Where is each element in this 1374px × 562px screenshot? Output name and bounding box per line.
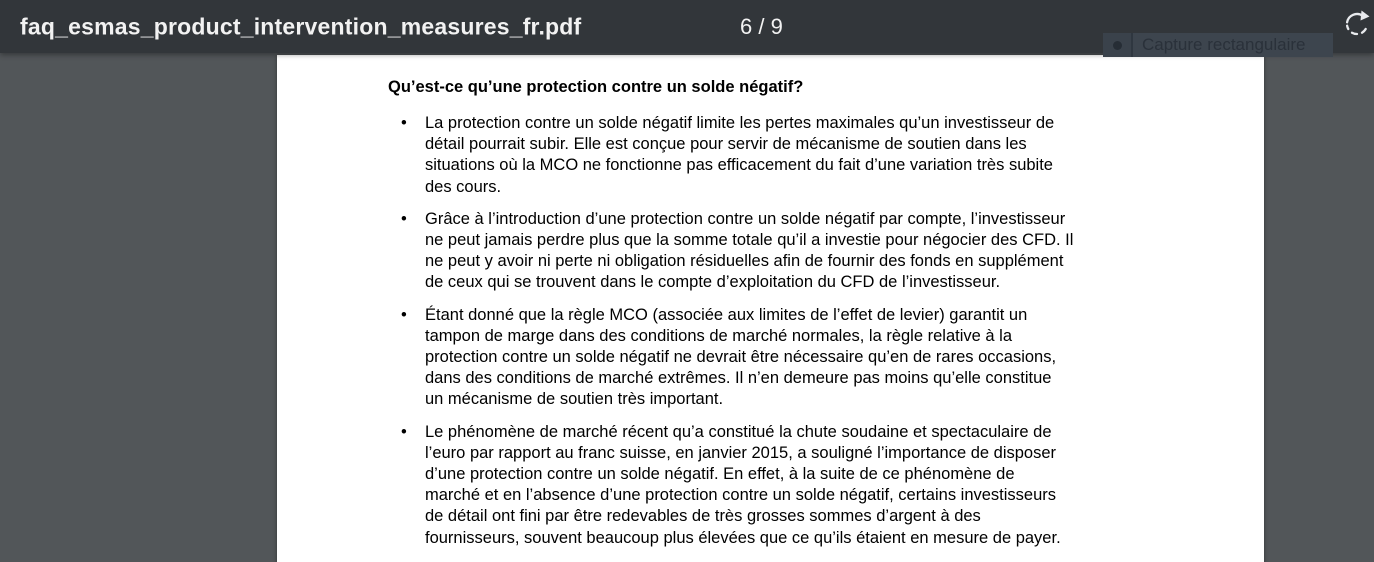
capture-tool-bar[interactable] xyxy=(1103,33,1333,57)
bullet-marker: • xyxy=(401,305,407,324)
pdf-page xyxy=(277,55,1264,562)
rotate-clockwise-icon xyxy=(1343,27,1371,42)
bullet-item xyxy=(388,305,1158,411)
bullet-line: ne peut jamais perdre plus que la somme totale qu’il a investie pour négocier des CFD. Il xyxy=(425,231,1074,250)
bullet-line: tampon de marge dans des conditions de marché normales, la règle relative à la xyxy=(425,326,1012,345)
capture-mode-button[interactable] xyxy=(1103,33,1133,57)
pdf-filename: faq_esmas_product_intervention_measures_fr.pdf xyxy=(20,13,582,39)
bullet-item xyxy=(388,422,1158,549)
bullet-line: des cours. xyxy=(425,177,502,196)
document-content xyxy=(388,77,1158,560)
bullet-line: situations où la MCO ne fonctionne pas efficacement du fait d’une variation très subite xyxy=(425,156,1053,175)
bullet-item xyxy=(388,113,1158,198)
bullet-list xyxy=(388,113,1158,549)
bullet-line: protection contre un solde négatif ne devrait être nécessaire qu’en de rares occasions, xyxy=(425,348,1057,367)
bullet-line: d’une protection contre un solde négatif. En effet, à la suite de ce phénomène de xyxy=(425,465,1015,484)
capture-tool-label: Capture rectangulaire xyxy=(1142,35,1306,54)
bullet-line: ne peut y avoir ni perte ni obligation résiduelles afin de fournir des fonds en supplément xyxy=(425,252,1064,271)
bullet-marker: • xyxy=(401,114,407,132)
bullet-line: Le phénomène de marché récent qu’a constitué la chute soudaine et spectaculaire de xyxy=(425,422,1052,441)
bullet-line: Grâce à l’introduction d’une protection contre un solde négatif par compte, l’investisseur xyxy=(425,209,1066,228)
rotate-button[interactable] xyxy=(1340,7,1374,43)
bullet-line: fournisseurs, souvent beaucoup plus élevées que ce qu’ils étaient en mesure de payer. xyxy=(425,528,1061,547)
bullet-line: dans des conditions de marché extrêmes. Il n’en demeure pas moins qu’elle constitue xyxy=(425,369,1052,388)
page-indicator: 6 / 9 xyxy=(740,13,783,39)
bullet-line: marché et en l’absence d’une protection contre un solde négatif, certains investisseurs xyxy=(425,486,1057,505)
bullet-marker: • xyxy=(401,209,407,228)
bullet-line: détail pourrait subir. Elle est conçue pour servir de mécanisme de soutien dans les xyxy=(425,135,1027,154)
bullet-line: Étant donné que la règle MCO (associée aux limites de l’effet de levier) garantit un xyxy=(425,305,1028,324)
bullet-line: l’euro par rapport au franc suisse, en janvier 2015, a souligné l’importance de disposer xyxy=(425,443,1057,462)
bullet-line: un mécanisme de soutien très important. xyxy=(425,390,724,409)
bullet-item xyxy=(388,209,1158,294)
bullet-line: de détail ont fini par être redevables de très grosses sommes d’argent à des xyxy=(425,507,981,526)
bullet-marker: • xyxy=(401,422,407,441)
bullet-line: La protection contre un solde négatif limite les pertes maximales qu’un investisseur de xyxy=(425,114,1055,132)
record-dot-icon xyxy=(1113,41,1122,50)
bullet-line: de ceux qui se trouvent dans le compte d’exploitation du CFD de l’investisseur. xyxy=(425,273,1001,292)
doc-heading: Qu’est-ce qu’une protection contre un solde négatif? xyxy=(388,78,804,96)
